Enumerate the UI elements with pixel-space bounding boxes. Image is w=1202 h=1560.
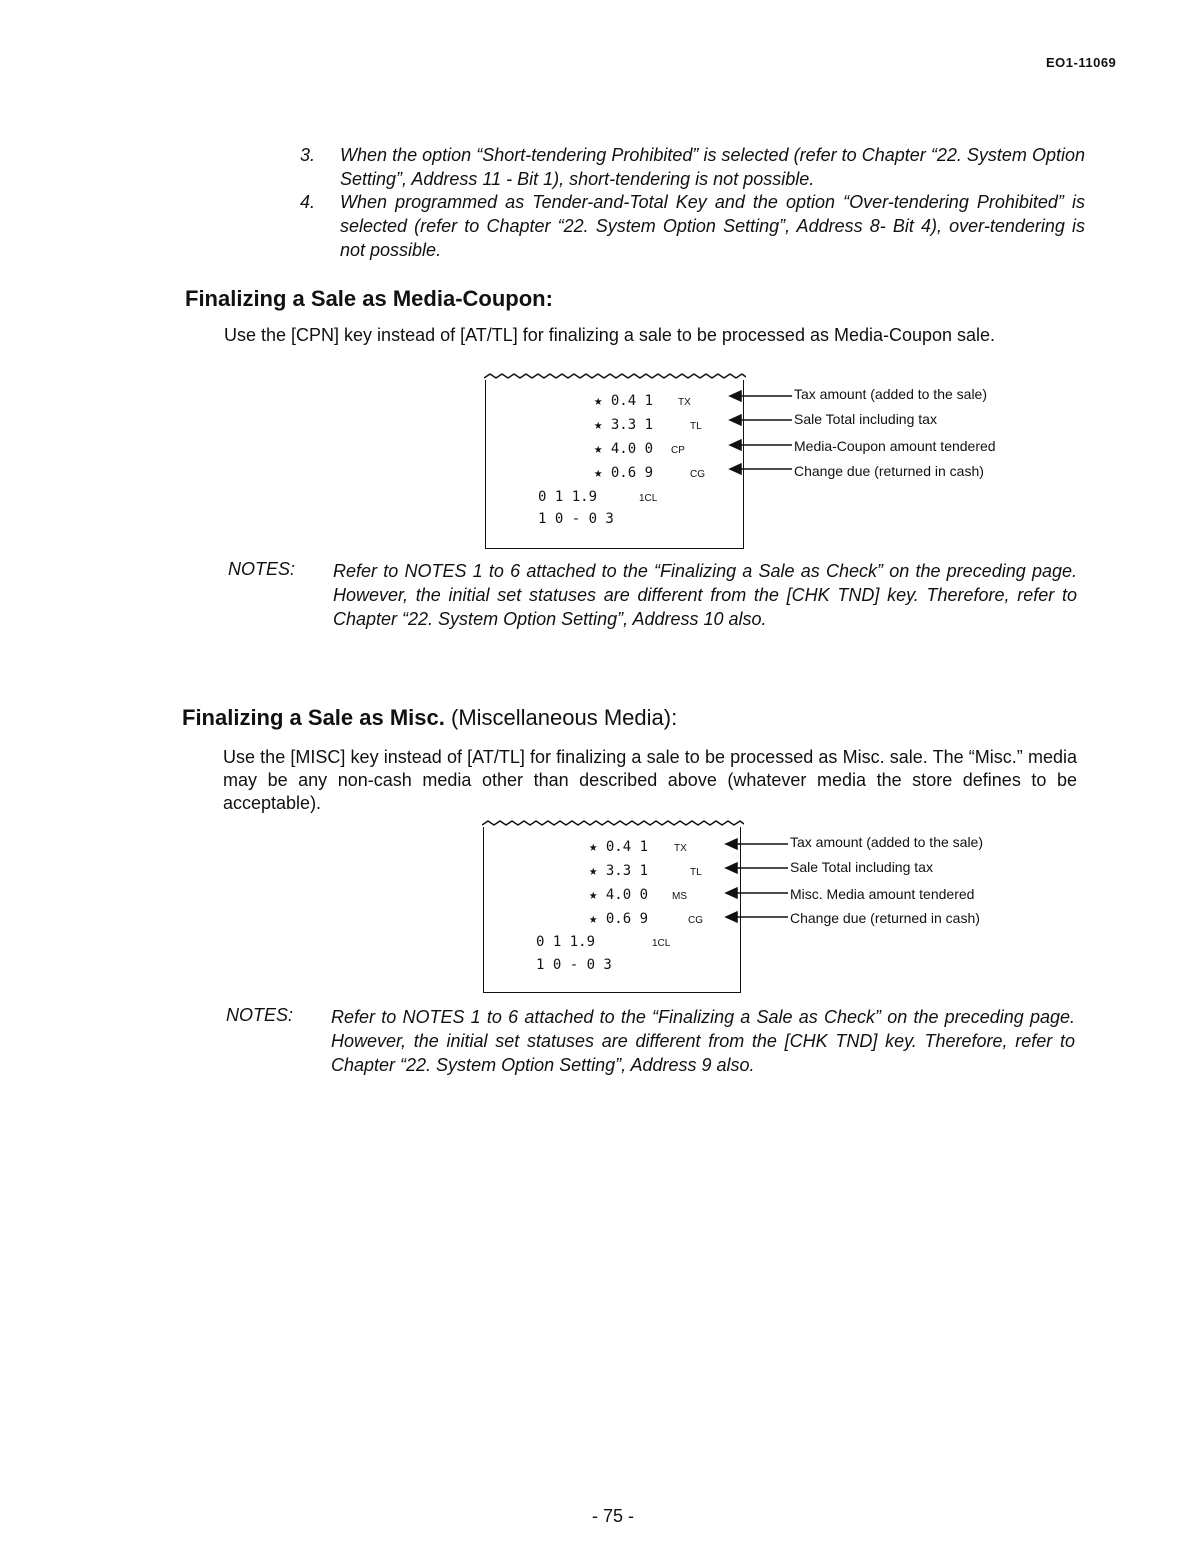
receipt-date: 1 0 - 0 3 bbox=[538, 511, 614, 527]
receipt-amount: ★ 0.6 9 bbox=[594, 465, 654, 481]
section-heading-misc-normal: (Miscellaneous Media): bbox=[451, 705, 678, 730]
list-item-number: 4. bbox=[300, 192, 316, 212]
receipt-clerk-code: 1CL bbox=[652, 938, 671, 949]
section-heading-coupon: Finalizing a Sale as Media-Coupon: bbox=[185, 286, 553, 311]
receipt-code: TL bbox=[690, 867, 702, 878]
document-id: EO1-11069 bbox=[1046, 55, 1117, 70]
notes-label: NOTES: bbox=[228, 559, 296, 579]
callout-tax: Tax amount (added to the sale) bbox=[790, 834, 984, 850]
receipt-tear-edge bbox=[484, 372, 746, 382]
receipt-date: 1 0 - 0 3 bbox=[536, 957, 612, 973]
receipt-amount: ★ 0.6 9 bbox=[589, 911, 649, 927]
receipt-amount: ★ 4.0 0 bbox=[594, 441, 654, 457]
callout-change: Change due (returned in cash) bbox=[790, 910, 980, 926]
receipt-code: CP bbox=[671, 445, 685, 456]
list-item bbox=[300, 143, 1090, 191]
receipt-amount: ★ 3.3 1 bbox=[594, 417, 654, 433]
callout-arrows-misc bbox=[726, 836, 788, 936]
receipt-code: TX bbox=[678, 397, 691, 408]
receipt-amount: ★ 0.4 1 bbox=[589, 839, 649, 855]
receipt-code: CG bbox=[690, 469, 705, 480]
receipt-code: TL bbox=[690, 421, 702, 432]
receipt-code: CG bbox=[688, 915, 703, 926]
receipt-code: TX bbox=[674, 843, 687, 854]
receipt-amount: ★ 0.4 1 bbox=[594, 393, 654, 409]
section-heading-misc-bold: Finalizing a Sale as Misc. bbox=[182, 705, 445, 730]
section-body-coupon: Use the [CPN] key instead of [AT/TL] for finalizing a sale to be processed as Media-Coupon sale. bbox=[224, 325, 996, 345]
notes-text: Refer to NOTES 1 to 6 attached to the “Finalizing a Sale as Check” on the preceding page. However, the initial set statuses are different from the [CHK TND] key. Therefore, refer to Chapter “22. System Option Setting”, Address 10 also. bbox=[333, 561, 1077, 629]
section-body-misc: Use the [MISC] key instead of [AT/TL] for finalizing a sale to be processed as Misc. sale. The “Misc.” media may be any non-cash media other than described above (whatever media the store defines to be acceptable). bbox=[223, 747, 1077, 813]
notes-label: NOTES: bbox=[226, 1005, 294, 1025]
list-item bbox=[300, 190, 1090, 262]
callout-arrows-coupon bbox=[730, 388, 792, 488]
callout-total: Sale Total including tax bbox=[794, 411, 937, 427]
section-heading-misc bbox=[182, 705, 677, 731]
callout-tendered: Misc. Media amount tendered bbox=[790, 886, 975, 902]
receipt-code: MS bbox=[672, 891, 687, 902]
callout-change: Change due (returned in cash) bbox=[794, 463, 984, 479]
notes-text: Refer to NOTES 1 to 6 attached to the “Finalizing a Sale as Check” on the preceding page. However, the initial set statuses are different from the [CHK TND] key. Therefore, refer to Chapter “22. System Option Setting”, Address 9 also. bbox=[331, 1007, 1075, 1075]
list-item-text: When the option “Short-tendering Prohibited” is selected (refer to Chapter “22. System Option Setting”, Address 11 - Bit 1), short-tendering is not possible. bbox=[340, 145, 1085, 189]
receipt-misc bbox=[483, 827, 741, 993]
receipt-consecutive-number: 0 1 1.9 bbox=[538, 489, 598, 505]
page-number: - 75 - bbox=[592, 1506, 635, 1526]
receipt-clerk-code: 1CL bbox=[639, 493, 658, 504]
list-item-text: When programmed as Tender-and-Total Key and the option “Over-tendering Prohibited” is selected (refer to Chapter “22. System Option Setting”, Address 8- Bit 4), over-tendering is not possible. bbox=[340, 192, 1085, 260]
callout-tax: Tax amount (added to the sale) bbox=[794, 386, 988, 402]
callout-total: Sale Total including tax bbox=[790, 859, 933, 875]
receipt-amount: ★ 3.3 1 bbox=[589, 863, 649, 879]
receipt-tear-edge bbox=[482, 819, 744, 829]
receipt-consecutive-number: 0 1 1.9 bbox=[536, 934, 596, 950]
receipt-amount: ★ 4.0 0 bbox=[589, 887, 649, 903]
callout-tendered: Media-Coupon amount tendered bbox=[794, 438, 996, 454]
receipt-coupon bbox=[485, 380, 744, 549]
list-item-number: 3. bbox=[300, 145, 316, 165]
